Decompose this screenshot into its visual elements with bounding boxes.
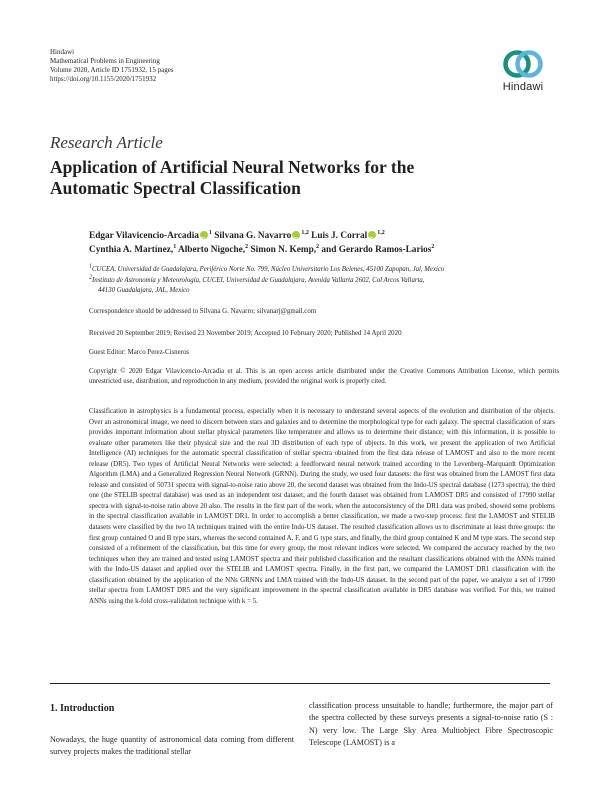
author-name: Edgar Vilavicencio-Arcadia <box>89 231 199 241</box>
section-heading: 1. Introduction <box>50 703 115 714</box>
logo-wordmark: Hindawi <box>502 81 544 93</box>
author-affiliation-marker: 1,2 <box>377 229 385 236</box>
body-right-column: classification process unsuitable to handle; furthermore, the major part of the spectra collected by these surveys presents a signal-to-noise ratio (S : N) very low. The Large Sky Area Multiobject Fibre Spectroscopic Telescope (LAMOST) is a <box>309 701 553 748</box>
author-name: Cynthia A. Martínez, <box>89 245 174 255</box>
body-left-column: Nowadays, the huge quantity of astronomical data coming from different survey projects makes the traditional stellar <box>50 735 294 757</box>
author-affiliation-marker: 2 <box>245 243 249 250</box>
author-affiliation-marker: 1,2 <box>301 229 309 236</box>
orcid-icon[interactable] <box>292 231 300 239</box>
author-affiliation-marker: 1 <box>173 243 177 250</box>
hindawi-logo <box>497 47 549 105</box>
section-divider <box>50 683 550 684</box>
orcid-icon[interactable] <box>200 231 208 239</box>
copyright-notice: Copyright © 2020 Edgar Vilavicencio-Arcadia et al. This is an open access article distributed under the Creative Commons Attribution License, which permits unrestricted use, distribution, and reproduction in any medium, provided the original work is properly cited. <box>89 368 559 385</box>
hindawi-rings-logo-icon <box>503 47 543 81</box>
affiliation-2 <box>89 276 559 287</box>
author-affiliation-marker: 1 <box>208 229 212 236</box>
affiliations <box>89 265 559 297</box>
affiliation-marker: 1 <box>89 263 92 270</box>
volume-line: Volume 2020, Article ID 1751932, 15 pages <box>50 66 174 74</box>
affiliation-text: Instituto de Astronomía y Meteorología, CUCEI, Universidad de Guadalajara, Avenida Vallarta 2602, Col Arcos Vallarta, <box>92 276 425 284</box>
author-name: Simon N. Kemp, <box>250 245 317 255</box>
author-affiliation-marker: 2 <box>431 243 435 250</box>
orcid-icon[interactable] <box>368 231 376 239</box>
affiliation-text: CUCEA, Universidad de Guadalajara, Periférico Norte No. 799, Núcleo Universitario Los Belenes, 45100 Zapopan, Jal, Mexico <box>92 266 445 273</box>
publication-info <box>50 48 174 84</box>
article-title: Application of Artificial Neural Networks for the Automatic Spectral Classification <box>50 157 415 198</box>
doi-link[interactable]: https://doi.org/10.1155/2020/1751932 <box>50 75 157 83</box>
author-list <box>89 229 559 257</box>
author-name: and Gerardo Ramos-Larios <box>321 245 432 255</box>
affiliation-1 <box>89 265 559 276</box>
guest-editor: Guest Editor: Marco Perez-Cisneros <box>89 349 190 356</box>
author-name: Alberto Nigoche, <box>178 245 246 255</box>
author-affiliation-marker: 2 <box>316 243 320 250</box>
author-name: Silvana G. Navarro <box>214 231 292 241</box>
affiliation-2-continuation: 44130 Guadalajara, JAL, Mexico <box>98 287 190 294</box>
journal-name: Mathematical Problems in Engineering <box>50 57 160 65</box>
article-type-label: Research Article <box>50 133 163 152</box>
publisher-name: Hindawi <box>50 48 75 56</box>
author-name: Luis J. Corral <box>311 231 368 241</box>
affiliation-marker: 2 <box>89 274 92 281</box>
correspondence: Correspondence should be addressed to Silvana G. Navarro; silvanarj@gmail.com <box>89 308 317 315</box>
publication-dates: Received 20 September 2019; Revised 23 November 2019; Accepted 10 February 2020; Published 14 April 2020 <box>89 330 402 337</box>
abstract: Classification in astrophysics is a fundamental process, especially when it is necessary to understand several aspects of the evolution and distribution of the objects. Over an astronomical image, we need to discern between stars and galaxies and to determine the morphological type for each galaxy. The spectral classification of stars provides important information about stellar physical parameters like temperature and allows us to determine their distance; with this information, it is possible to evaluate other parameters like their physical size and the real 3D distribution of each type of objects. In this work, we present the application of two Artificial Intelligence (AI) techniques for the automatic spectral classification of stellar spectra obtained from the first data release of LAMOST and also to the more recent release (DR5). Two types of Artificial Neural Networks were selected: a feedforward neural network trained according to the Levenberg–Marquardt Optimization Algorithm (LMA) and a Generalized Regression Neural Network (GRNN). During the study, we used four datasets: the first was obtained from the LAMOST first data release and consisted of 50731 spectra with signal-to-noise ratio above 20, the second dataset was obtained from the Indo-US spectral database (1273 spectra), the third one (the STELIB spectral database) was used as an independent test dataset, and the fourth dataset was obtained from LAMOST DR5 and consisted of 17990 stellar spectra with signal-to-noise ratio above 20 also. The results in the first part of the work, when the autoconsistency of the DR1 data was probed, showed some problems in the spectral classification available in LAMOST DR1. In order to accomplish a better classification, we made a two-step process: first the LAMOST and STELIB datasets were classified by the two IA techniques trained with the entire Indo-US dataset. The resulted classification allows us to discriminate at least three groups: the first group contained O and B type stars, whereas the second contained A, F, and G type stars, and finally, the third group contained K and M type stars. The second step consisted of a refinement of the classification, but this time for every group, the most relevant indices were selected. We compared the accuracy reached by the two techniques when they are trained and tested using LAMOST spectra and their published classification and the resultant classifications obtained with the ANNs trained with the Indo-US dataset and applied over the STELIB and LAMOST spectra. Finally, in the first part, we compared the LAMOST DR1 classification with the classification obtained by the application of the NNs GRNNs and LMA trained with the Indo-US dataset. In the second part of the paper, we analyze a set of 17990 stellar spectra from LAMOST DR5 and the very significant improvement in the spectral classification available in DR5 database was verified. For this, we trained ANNs using the k-fold cross-validation technique with k = 5. <box>89 408 555 605</box>
